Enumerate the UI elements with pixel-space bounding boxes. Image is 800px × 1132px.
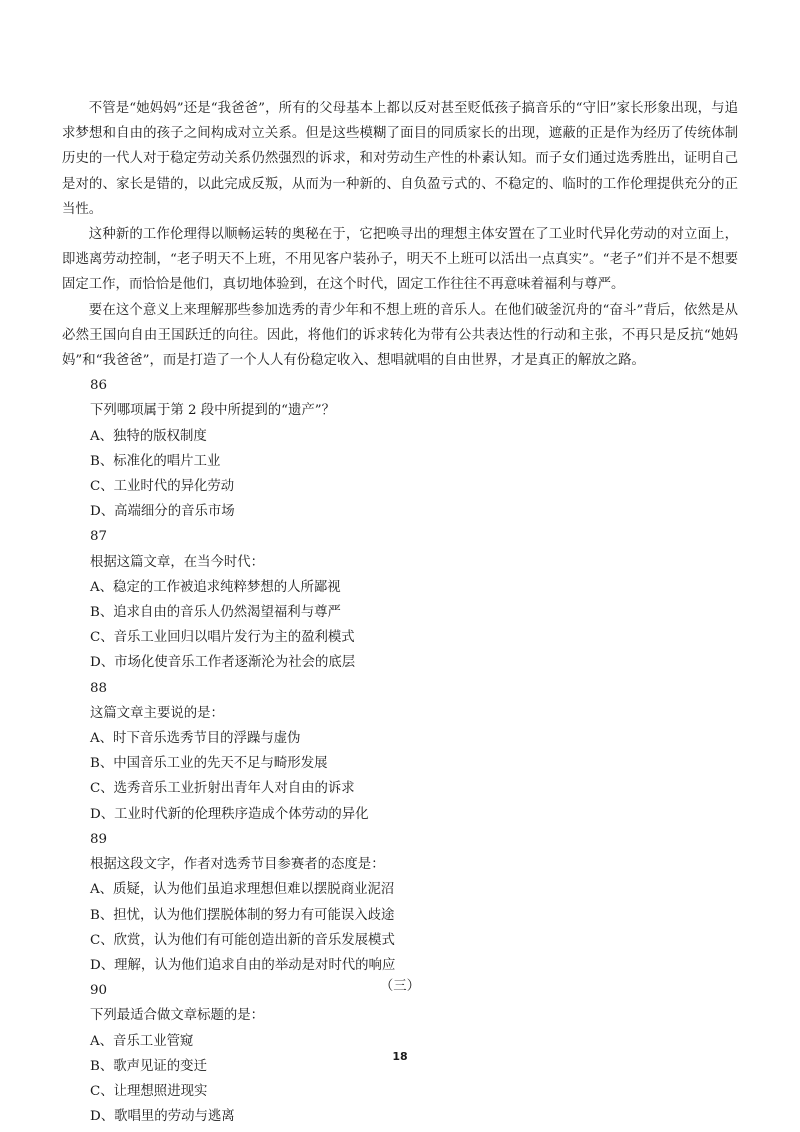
option-c: C、选秀音乐工业折射出青年人对自由的诉求 bbox=[90, 781, 355, 797]
question-number: 89 bbox=[90, 831, 108, 847]
question-89 bbox=[62, 827, 738, 978]
option-c: C、欣赏，认为他们有可能创造出新的音乐发展模式 bbox=[90, 932, 395, 948]
option-b: B、追求自由的音乐人仍然渴望福利与尊严 bbox=[90, 605, 341, 621]
paragraph-2: 这种新的工作伦理得以顺畅运转的奥秘在于，它把唤寻出的理想主体安置在了工业时代异化劳动的对立面上，即逃离劳动控制，“老子明天不上班，不用见客户装孙子，明天不上班可以活出一点真实”。“老子”们并不是不想要固定工作，而恰恰是他们，真切地体验到，在这个时代，固定工作往往不再意味着福利与尊严。 bbox=[62, 227, 738, 293]
paragraph-1: 不管是“她妈妈”还是“我爸爸”，所有的父母基本上都以反对甚至贬低孩子搞音乐的“守旧”家长形象出现，与追求梦想和自由的孩子之间构成对立关系。但是这些模糊了面目的同质家长的出现，遮蔽的正是作为经历了传统体制历史的一代人对于稳定劳动关系仍然强烈的诉求，和对劳动生产性的朴素认知。而子女们通过选秀胜出，证明自己是对的、家长是错的，以此完成反叛，从而为一种新的、自负盈亏式的、不稳定的、临时的工作伦理提供充分的正当性。 bbox=[62, 101, 738, 217]
question-87 bbox=[62, 524, 738, 675]
option-d: D、市场化使音乐工作者逐渐沦为社会的底层 bbox=[90, 655, 356, 671]
option-a: A、稳定的工作被追求纯粹梦想的人所鄙视 bbox=[90, 579, 341, 595]
option-b: B、中国音乐工业的先天不足与畸形发展 bbox=[90, 756, 328, 772]
question-stem: 这篇文章主要说的是： bbox=[90, 705, 224, 721]
option-d: D、工业时代新的伦理秩序造成个体劳动的异化 bbox=[90, 806, 369, 822]
option-b: B、标准化的唱片工业 bbox=[90, 453, 221, 469]
option-d: D、歌唱里的劳动与逃离 bbox=[90, 1109, 235, 1125]
question-number: 90 bbox=[90, 983, 108, 999]
page-number: 18 bbox=[392, 1050, 408, 1063]
option-d: D、理解，认为他们追求自由的举动是对时代的响应 bbox=[90, 957, 396, 973]
option-b: B、担忧，认为他们摆脱体制的努力有可能误入歧途 bbox=[90, 907, 395, 923]
question-stem: 下列哪项属于第 2 段中所提到的“遗产”？ bbox=[90, 403, 335, 419]
option-c: C、让理想照进现实 bbox=[90, 1083, 208, 1099]
option-a: A、音乐工业管窥 bbox=[90, 1033, 194, 1049]
question-88 bbox=[62, 676, 738, 827]
section-marker: （三） bbox=[379, 979, 421, 994]
option-a: A、质疑，认为他们虽追求理想但难以摆脱商业泥沼 bbox=[90, 882, 395, 898]
question-number: 86 bbox=[90, 378, 108, 394]
option-c: C、工业时代的异化劳动 bbox=[90, 479, 235, 495]
question-number: 87 bbox=[90, 529, 108, 545]
question-stem: 根据这篇文章，在当今时代： bbox=[90, 554, 265, 570]
question-86 bbox=[62, 373, 738, 524]
question-stem: 下列最适合做文章标题的是： bbox=[90, 1008, 265, 1024]
question-stem: 根据这段文字，作者对选秀节目参赛者的态度是： bbox=[90, 857, 385, 873]
option-b: B、歌声见证的变迁 bbox=[90, 1058, 207, 1074]
option-c: C、音乐工业回归以唱片发行为主的盈利模式 bbox=[90, 630, 355, 646]
question-number: 88 bbox=[90, 680, 108, 696]
option-a: A、独特的版权制度 bbox=[90, 428, 207, 444]
option-a: A、时下音乐选秀节目的浮躁与虚伪 bbox=[90, 731, 301, 747]
paragraph-3: 要在这个意义上来理解那些参加选秀的青少年和不想上班的音乐人。在他们破釜沉舟的“奋斗”背后，依然是从必然王国向自由王国跃迁的向往。因此，将他们的诉求转化为带有公共表达性的行动和主张，不再只是反抗“她妈妈”和“我爸爸”，而是打造了一个人人有份稳定收入、想唱就唱的自由世界，才是真正的解放之路。 bbox=[62, 302, 738, 369]
option-d: D、高端细分的音乐市场 bbox=[90, 504, 235, 520]
